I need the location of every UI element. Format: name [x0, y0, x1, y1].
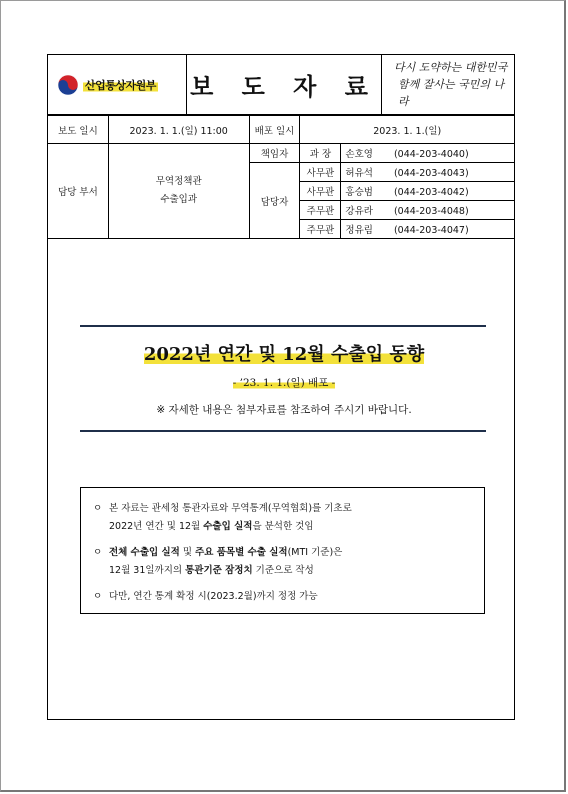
contact-detail	[341, 163, 515, 182]
body-frame	[47, 238, 515, 720]
release-time-value: 2023. 1. 1.(일) 11:00	[108, 116, 249, 144]
document-title: 보 도 자 료	[190, 72, 378, 101]
contact-role: 사무관	[300, 163, 341, 182]
text-run: 기준으로 작성	[252, 565, 314, 576]
emphasis: 주요 품목별 수출 실적	[195, 547, 288, 558]
contact-name: 강유라	[345, 206, 373, 217]
ministry-logo	[48, 55, 187, 114]
department-line-1: 무역정책관	[155, 176, 202, 187]
contact-phone: (044-203-4042)	[393, 187, 469, 198]
attachment-note: ※ 자세한 내용은 첨부자료를 참조하여 주시기 바랍니다.	[156, 404, 412, 416]
emphasis: 전체 수출입 실적	[109, 547, 180, 558]
contact-phone: (044-203-4047)	[393, 225, 469, 236]
summary-item	[93, 544, 472, 580]
contact-role: 사무관	[300, 182, 341, 201]
contact-name: 허유석	[345, 168, 373, 179]
department-line-2: 수출입과	[160, 194, 198, 205]
text-run: 을 분석한 것임	[252, 521, 314, 532]
contact-phone: (044-203-4043)	[393, 168, 469, 179]
bullet: ㅇ	[93, 503, 103, 514]
taegeuk-emblem-icon	[57, 74, 79, 96]
ministry-name: 산업통상자원부	[85, 78, 156, 92]
slogan-line-2: 함께 잘사는 국민의 나라	[398, 78, 505, 108]
text-run: 및	[179, 547, 196, 558]
distribute-time-value: 2023. 1. 1.(일)	[300, 116, 515, 144]
contact-phone: (044-203-4040)	[393, 149, 469, 160]
contact-person-label: 담당자	[249, 163, 300, 239]
summary-item	[93, 500, 472, 536]
contact-detail	[341, 182, 515, 201]
contact-phone: (044-203-4048)	[393, 206, 469, 217]
text-run: 2022년 연간 및 12월	[109, 521, 204, 532]
bullet: ㅇ	[93, 591, 103, 602]
contact-detail	[341, 201, 515, 220]
main-title-text: 2022년 연간 및 12월 수출입 동향	[143, 344, 425, 365]
distribute-time-label: 배포 일시	[249, 116, 300, 144]
contact-detail	[341, 220, 515, 239]
main-title	[0, 340, 568, 366]
government-slogan	[382, 55, 514, 114]
distribution-subtitle-text: - ’23. 1. 1.(일) 배포 -	[232, 377, 336, 389]
department-label: 담당 부서	[48, 144, 109, 239]
title-top-rule	[80, 325, 486, 327]
contact-name: 손호영	[345, 149, 373, 160]
contact-name: 정유림	[345, 225, 373, 236]
summary-item	[93, 588, 472, 606]
contact-name: 홍승범	[345, 187, 373, 198]
contact-detail	[341, 144, 515, 163]
press-release-header	[47, 54, 515, 115]
summary-box	[80, 487, 485, 614]
release-info-table	[47, 115, 515, 239]
responsible-label: 책임자	[249, 144, 300, 163]
summary-line: 다만, 연간 통계 확정 시(2023.2월)까지 정정 가능	[109, 591, 318, 602]
distribution-subtitle	[0, 375, 568, 390]
text-run: (MTI 기준)은	[287, 547, 343, 558]
bullet: ㅇ	[93, 547, 103, 558]
slogan-line-1: 다시 도약하는 대한민국	[394, 61, 508, 74]
emphasis: 수출입 실적	[203, 521, 253, 532]
contact-role: 주무관	[300, 220, 341, 239]
contact-role: 과 장	[300, 144, 341, 163]
summary-line: 본 자료는 관세청 통관자료와 무역통계(무역협회)를 기초로	[109, 503, 352, 514]
release-time-label: 보도 일시	[48, 116, 109, 144]
text-run: 12월 31일까지의	[109, 565, 186, 576]
emphasis: 통관기준 잠정치	[185, 565, 253, 576]
title-cell	[187, 55, 382, 114]
contact-role: 주무관	[300, 201, 341, 220]
summary-line	[109, 518, 472, 536]
title-bottom-rule	[80, 430, 486, 432]
summary-line	[109, 544, 472, 562]
department-value	[108, 144, 249, 239]
summary-line	[109, 562, 472, 580]
